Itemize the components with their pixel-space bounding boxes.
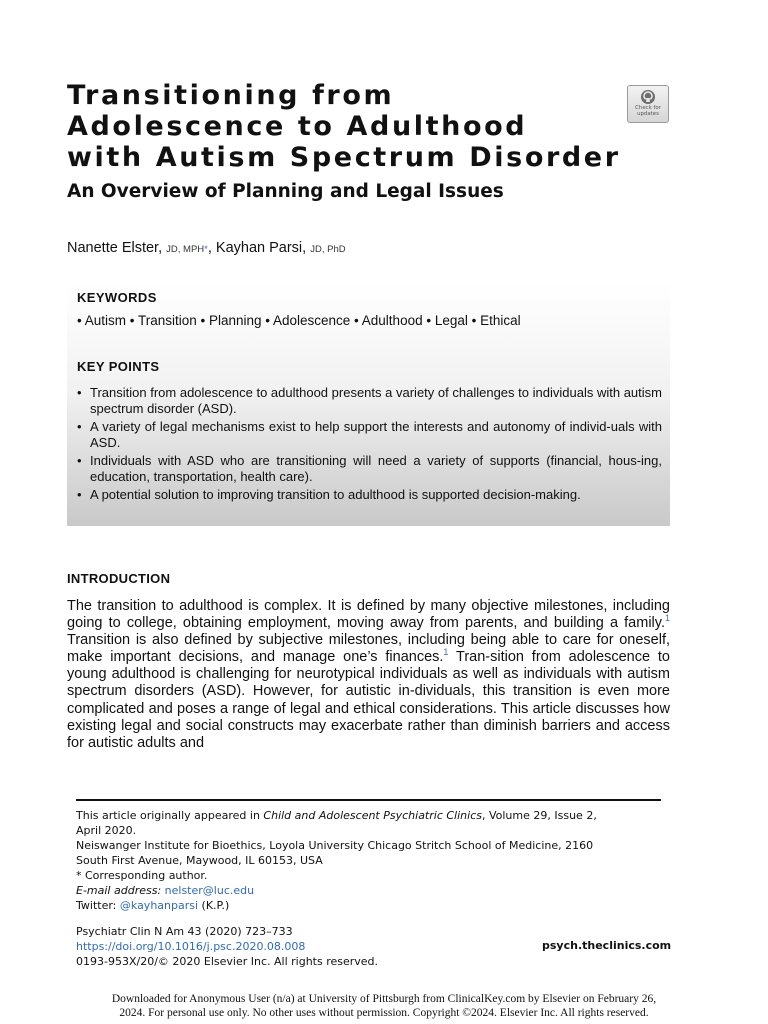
title-line-3: with Autism Spectrum Disorder xyxy=(67,142,621,173)
key-point: • A variety of legal mechanisms exist to help support the interests and autonomy of individ-uals with ASD. xyxy=(77,419,662,451)
orig-prefix: This article originally appeared in xyxy=(76,809,264,822)
twitter-label: Twitter: xyxy=(76,899,117,912)
key-point: • A potential solution to improving transition to adulthood is supported decision-making. xyxy=(77,487,662,503)
twitter-link[interactable]: @kayhanparsi xyxy=(119,899,199,912)
author-1-name: Nanette Elster, xyxy=(67,240,163,256)
footnotes xyxy=(76,808,668,913)
reference-link-1[interactable]: 1 xyxy=(664,613,670,624)
keywords-list: • Autism • Transition • Planning • Adolescence • Adulthood • Legal • Ethical xyxy=(77,313,521,328)
download-notice-line-2: 2024. For personal use only. No other uses without permission. Copyright ©2024. Elsevier Inc. All rights reserved. xyxy=(119,1006,649,1019)
corresponding-author-mark[interactable]: * xyxy=(204,244,208,255)
author-2-name: Kayhan Parsi, xyxy=(215,240,307,256)
email-line xyxy=(76,883,668,898)
download-notice xyxy=(0,993,768,1020)
original-publication-date: April 2020. xyxy=(76,824,137,837)
copyright-line: 0193-953X/20/© 2020 Elsevier Inc. All rights reserved. xyxy=(76,955,379,968)
journal-citation: Psychiatr Clin N Am 43 (2020) 723–733 xyxy=(76,925,293,938)
author-line: Nanette Elster, JD, MPH*, Kayhan Parsi, JD, PhD xyxy=(67,240,346,256)
introduction-heading: INTRODUCTION xyxy=(67,571,171,586)
corresponding-author-note: * Corresponding author. xyxy=(76,869,208,882)
journal-website[interactable]: psych.theclinics.com xyxy=(542,939,672,952)
author-1-degrees: JD, MPH xyxy=(166,244,205,255)
title-line-2: Adolescence to Adulthood xyxy=(67,111,528,142)
introduction-paragraph xyxy=(67,598,670,752)
check-for-updates-badge[interactable] xyxy=(627,85,669,123)
key-points-list xyxy=(77,385,662,505)
download-notice-line-1: Downloaded for Anonymous User (n/a) at University of Pittsburgh from ClinicalKey.com by Elsevier on February 26, xyxy=(111,993,657,1005)
intro-text-part-3: Tran-sition from adolescence to young adulthood is challenging for neurotypical individuals as well as individuals with autism spectrum disorders (ASD). However, for autistic in-dividuals, this transition is even more complicated and poses a range of legal and ethical considerations. This article discusses how existing legal and social constructs may exacerbate rather than diminish barriers and access for autistic adults and xyxy=(67,649,670,751)
email-label: E-mail address: xyxy=(76,884,162,897)
badge-label: Check for updates xyxy=(635,105,661,117)
footnote-divider xyxy=(76,799,661,801)
twitter-line xyxy=(76,898,668,913)
key-points-heading: KEY POINTS xyxy=(77,359,160,374)
author-2-degrees: JD, PhD xyxy=(310,244,346,255)
doi-link[interactable]: https://doi.org/10.1016/j.psc.2020.08.008 xyxy=(76,940,306,953)
intro-text-part-2: Transition is also defined by subjective milestones, including being able to care for oneself, make important decisions, and manage one’s finances. xyxy=(67,632,670,666)
key-point: • Individuals with ASD who are transitioning will need a variety of supports (financial, hous-ing, education, transportation, health care). xyxy=(77,453,662,485)
affiliation-line-2: South First Avenue, Maywood, IL 60153, USA xyxy=(76,854,323,867)
email-link[interactable]: nelster@luc.edu xyxy=(164,884,255,897)
reference-link-1b[interactable]: 1 xyxy=(443,647,449,658)
article-subtitle: An Overview of Planning and Legal Issues xyxy=(67,181,504,202)
key-point: • Transition from adolescence to adulthood presents a variety of challenges to individuals with autism spectrum disorder (ASD). xyxy=(77,385,662,417)
check-for-updates-icon xyxy=(640,89,656,105)
orig-journal: Child and Adolescent Psychiatric Clinics xyxy=(263,809,482,822)
original-publication-note xyxy=(76,808,668,823)
intro-text-part-1: The transition to adulthood is complex. It is defined by many objective milestones, including going to college, obtaining employment, moving away from parents, and building a family. xyxy=(67,598,670,632)
orig-suffix: , Volume 29, Issue 2, xyxy=(481,809,597,822)
keywords-heading: KEYWORDS xyxy=(77,290,157,305)
twitter-initials: (K.P.) xyxy=(201,899,230,912)
article-title xyxy=(67,80,627,173)
abstract-box xyxy=(67,283,670,526)
title-line-1: Transitioning from xyxy=(67,80,395,111)
affiliation-line-1: Neiswanger Institute for Bioethics, Loyola University Chicago Stritch School of Medicine, 2160 xyxy=(76,839,594,852)
